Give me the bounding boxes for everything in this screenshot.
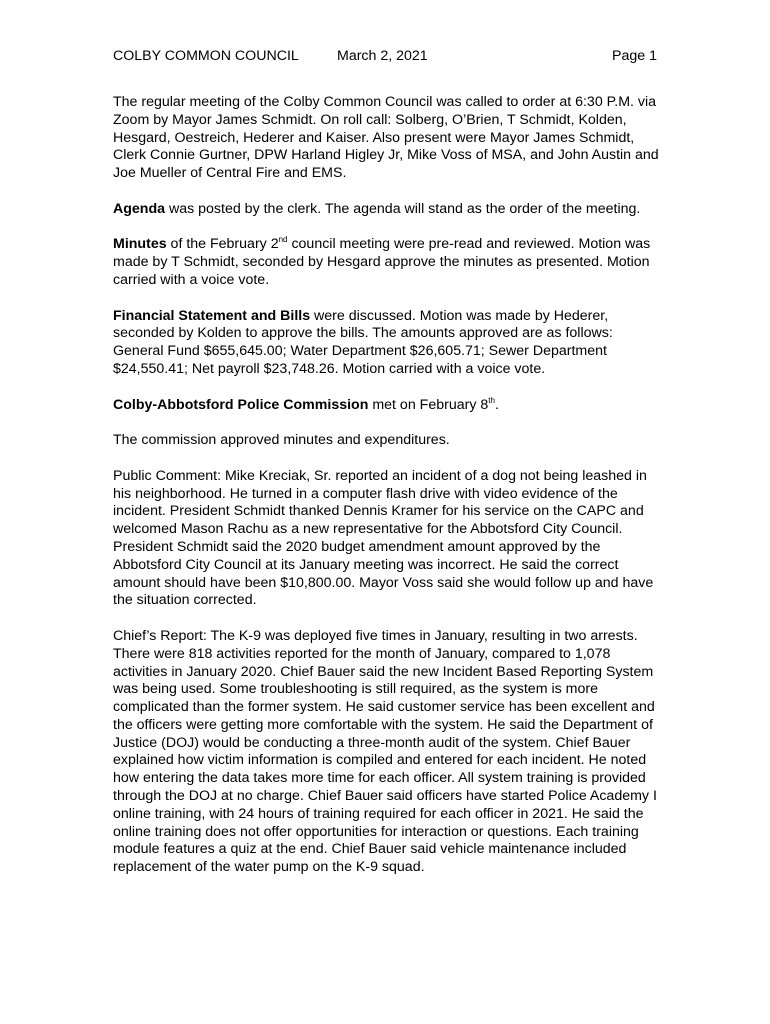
header-date: March 2, 2021 xyxy=(337,48,428,64)
chiefs-report-paragraph: Chief’s Report: The K-9 was deployed five times in January, resulting in two arrests. There were 818 activities reported for the month of January, compared to 1,078 activities in January 2020. Chief Bauer said the new Incident Based Reporting System was being used. Some troubleshooting is still required, as the system is more complicated than the former system. He said customer service has been excellent and the officers were getting more comfortable with the system. He said the Department of Justice (DOJ) would be conducting a three-month audit of the system. Chief Bauer explained how victim information is compiled and entered for each incident. He noted how entering the data takes more time for each officer. All system training is provided through the DOJ at no charge. Chief Bauer said officers have started Police Academy I online training, with 24 hours of training required for each officer in 2021. He said the online training does not offer opportunities for interaction or questions. Each training module features a quiz at the end. Chief Bauer said vehicle maintenance included replacement of the water pump on the K-9 squad. xyxy=(113,627,657,876)
commission-approved-paragraph: The commission approved minutes and expenditures. xyxy=(113,432,450,449)
call-to-order-paragraph: The regular meeting of the Colby Common Council was called to order at 6:30 P.M. via Zoom by Mayor James Schmidt. On roll call: Solberg, O’Brien, T Schmidt, Kolden, Hesgard, Oestreich, Hederer and Kaiser. Also present were Mayor James Schmidt, Clerk Connie Gurtner, DPW Harland Higley Jr, Mike Voss of MSA, and John Austin and Joe Mueller of Central Fire and EMS. xyxy=(113,94,659,182)
header-page-number: Page 1 xyxy=(612,48,657,64)
minutes-paragraph xyxy=(113,236,663,289)
financial-paragraph xyxy=(113,308,663,379)
police-commission-text: met on February 8 xyxy=(368,396,489,413)
agenda-text: was posted by the clerk. The agenda will stand as the order of the meeting. xyxy=(165,200,641,217)
header-organization: COLBY COMMON COUNCIL xyxy=(113,48,299,64)
minutes-heading: Minutes xyxy=(113,236,167,253)
police-commission-heading: Colby-Abbotsford Police Commission xyxy=(113,396,369,413)
minutes-text-end: council meeting were pre-read and reviewed. Motion was made by T Schmidt, seconded by Hesgard approve the minutes as presented. Motion carried with a voice vote. xyxy=(113,236,651,288)
public-comment-paragraph: Public Comment: Mike Kreciak, Sr. reported an incident of a dog not being leashed in his neighborhood. He turned in a computer flash drive with video evidence of the incident. President Schmidt thanked Dennis Kramer for his service on the CAPC and welcomed Mason Rachu as a new representative for the Abbotsford City Council. President Schmidt said the 2020 budget amendment amount approved by the Abbotsford City Council at its January meeting was incorrect. He said the correct amount should have been $10,800.00. Mayor Voss said she would follow up and have the situation corrected. xyxy=(113,467,654,609)
agenda-heading: Agenda xyxy=(113,200,166,217)
page-header xyxy=(113,47,657,65)
minutes-text-start: of the February 2 xyxy=(166,236,279,253)
agenda-paragraph xyxy=(113,201,663,219)
police-commission-paragraph xyxy=(113,397,663,415)
financial-text: were discussed. Motion was made by Hederer, seconded by Kolden to approve the bills. The amounts approved are as follows: General Fund $655,645.00; Water Department $26,605.71; Sewer Department $24,550.41; Net payroll $23,748.26. Motion carried with a voice vote. xyxy=(113,307,613,377)
police-commission-text-end: . xyxy=(494,396,499,413)
financial-heading: Financial Statement and Bills xyxy=(113,307,311,324)
minutes-body xyxy=(113,94,663,895)
police-commission-ordinal-suffix: th xyxy=(488,395,495,405)
minutes-ordinal-suffix: nd xyxy=(278,235,288,245)
